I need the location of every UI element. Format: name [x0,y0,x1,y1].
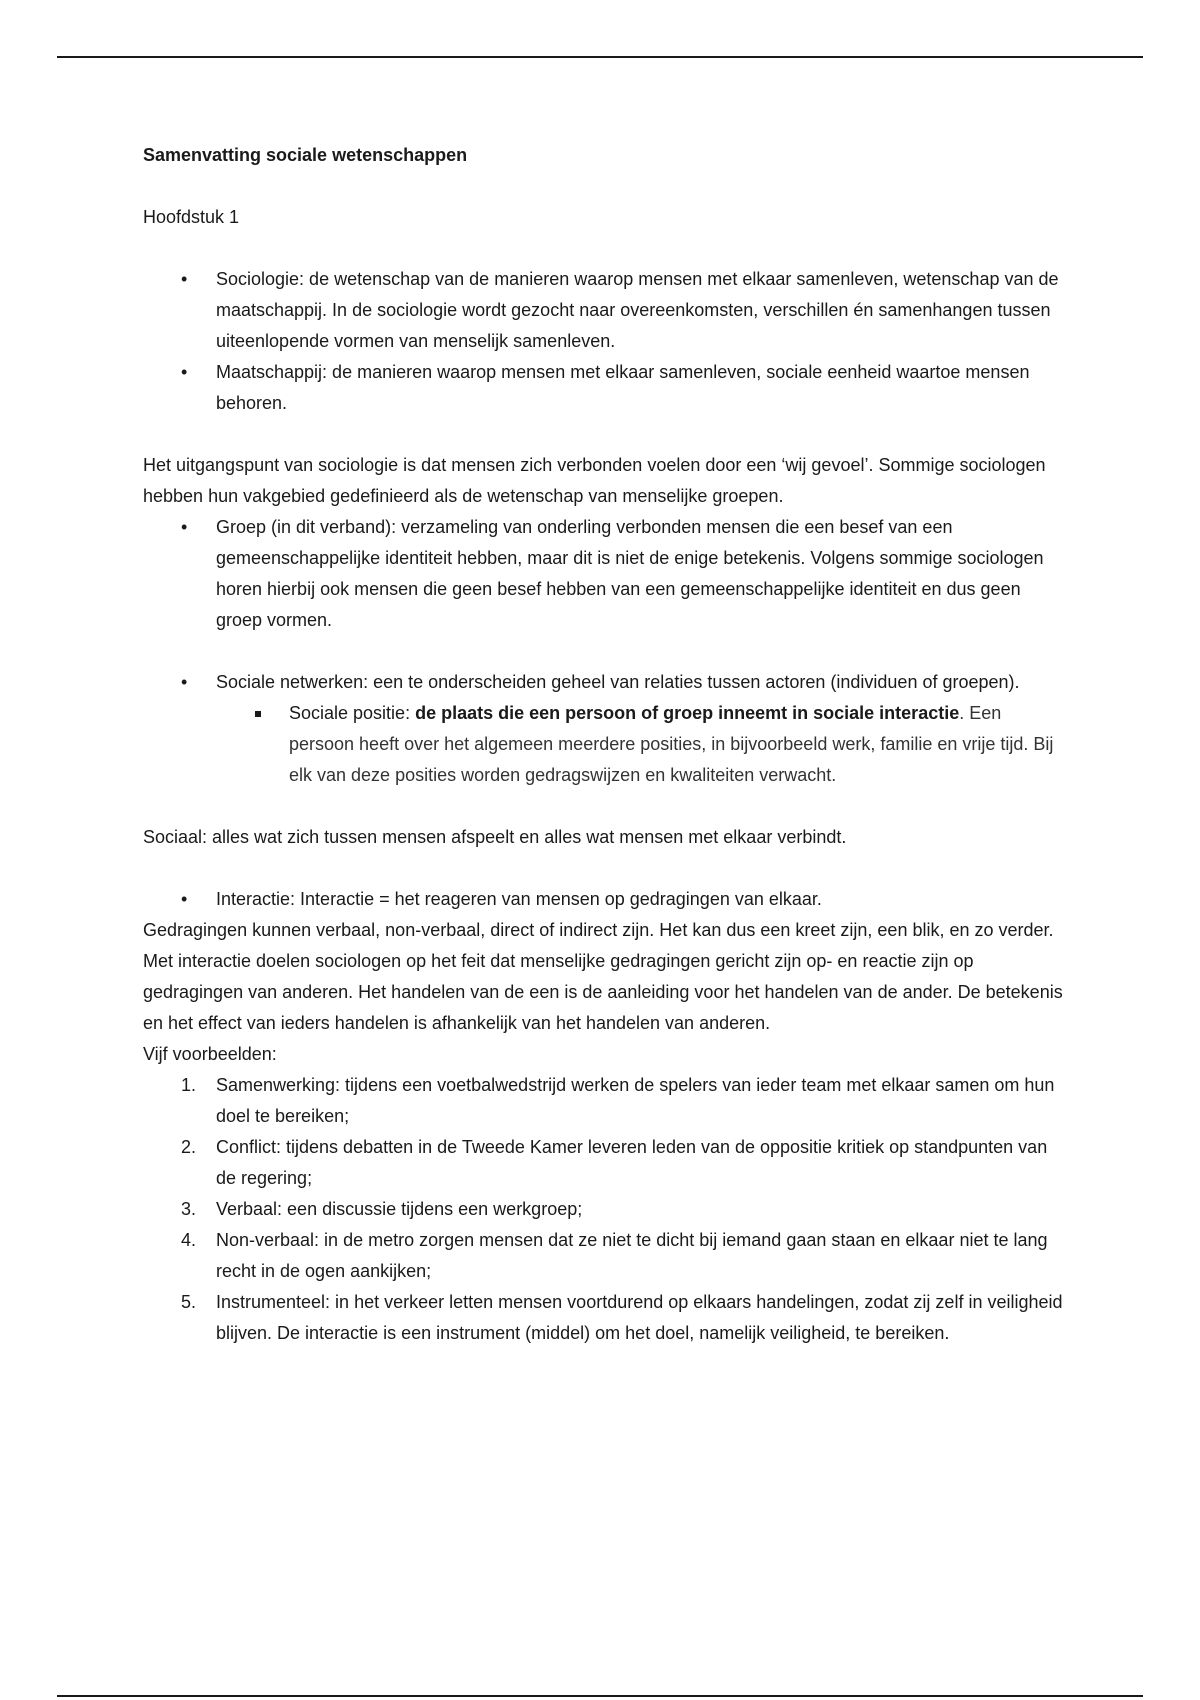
list-text: Verbaal: een discussie tijdens een werkgroep; [216,1199,583,1219]
paragraph: Vijf voorbeelden: [143,1044,277,1064]
list-item: • Interactie: Interactie = het reageren van mensen op gedragingen van elkaar. [143,884,1063,915]
paragraph: Gedragingen kunnen verbaal, non-verbaal, direct of indirect zijn. Het kan dus een kreet zijn, een blik, en zo verder. Met interactie doelen sociologen op het feit dat menselijke gedragingen gericht zijn op- en reactie zijn op gedragingen van anderen. Het handelen van de een is de aanleiding voor het handelen van de ander. De betekenis en het effect van ieders handelen is afhankelijk van het handelen van anderen. [143,920,1063,1033]
list-item [143,1225,1063,1287]
list-item: • Sociale netwerken: een te onderscheiden geheel van relaties tussen actoren (individuen of groepen). [143,667,1063,698]
chapter-heading: Hoofdstuk 1 [143,207,240,227]
sub-rest: . Een persoon heeft over het algemeen meerdere posities, in bijvoorbeeld werk, familie en vrije tijd. Bij elk van deze posities worden gedragswijzen en kwaliteiten verwacht. [289,703,1054,785]
document-body [143,140,1063,1349]
list-text: Conflict: tijdens debatten in de Tweede Kamer leveren leden van de oppositie kritiek op standpunten van de regering; [216,1137,1048,1188]
list-item: • Sociologie: de wetenschap van de manieren waarop mensen met elkaar samenleven, wetenschap van de maatschappij. In de sociologie wordt gezocht naar overeenkomsten, verschillen én samenhangen tussen uiteenlopende vormen van menselijk samenleven. [143,264,1063,357]
sub-bold: de plaats die een persoon of groep inneemt in sociale interactie [415,703,960,723]
list-number: 4. [181,1230,197,1250]
list-item [143,1194,1063,1225]
group-list [143,512,1063,636]
paragraph: Het uitgangspunt van sociologie is dat mensen zich verbonden voelen door een ‘wij gevoel’. Sommige sociologen hebben hun vakgebied gedefinieerd als de wetenschap van menselijke groepen. [143,455,1046,506]
interaction-list [143,884,1063,915]
network-list [143,667,1063,698]
list-item [143,1070,1063,1132]
list-number: 3. [181,1199,197,1219]
footer-rule [57,1695,1143,1697]
list-text: Samenwerking: tijdens een voetbalwedstrijd werken de spelers van ieder team met elkaar samen om hun doel te bereiken; [216,1075,1055,1126]
list-number: 1. [181,1075,197,1095]
paragraph: Sociaal: alles wat zich tussen mensen afspeelt en alles wat mensen met elkaar verbindt. [143,827,847,847]
examples-list [143,1070,1063,1349]
list-item: • Maatschappij: de manieren waarop mensen met elkaar samenleven, sociale eenheid waartoe mensen behoren. [143,357,1063,419]
sub-list-item [143,698,1063,791]
list-item: • Groep (in dit verband): verzameling van onderling verbonden mensen die een besef van een gemeenschappelijke identiteit hebben, maar dit is niet de enige betekenis. Volgens sommige sociologen horen hierbij ook mensen die geen besef hebben van een gemeenschappelijke identiteit en dus geen groep vormen. [143,512,1063,636]
list-number: 5. [181,1292,197,1312]
header-rule [57,56,1143,58]
sub-list [143,698,1063,791]
list-item [143,1287,1063,1349]
sub-lead: Sociale positie: [289,703,416,723]
document-title: Samenvatting sociale wetenschappen [143,145,468,165]
list-text: Non-verbaal: in de metro zorgen mensen dat ze niet te dicht bij iemand gaan staan en elkaar niet te lang recht in de ogen aankijken; [216,1230,1048,1281]
definitions-list [143,264,1063,419]
list-number: 2. [181,1137,197,1157]
list-item [143,1132,1063,1194]
list-text: Instrumenteel: in het verkeer letten mensen voortdurend op elkaars handelingen, zodat zij zelf in veiligheid blijven. De interactie is een instrument (middel) om het doel, namelijk veiligheid, te bereiken. [216,1292,1063,1343]
